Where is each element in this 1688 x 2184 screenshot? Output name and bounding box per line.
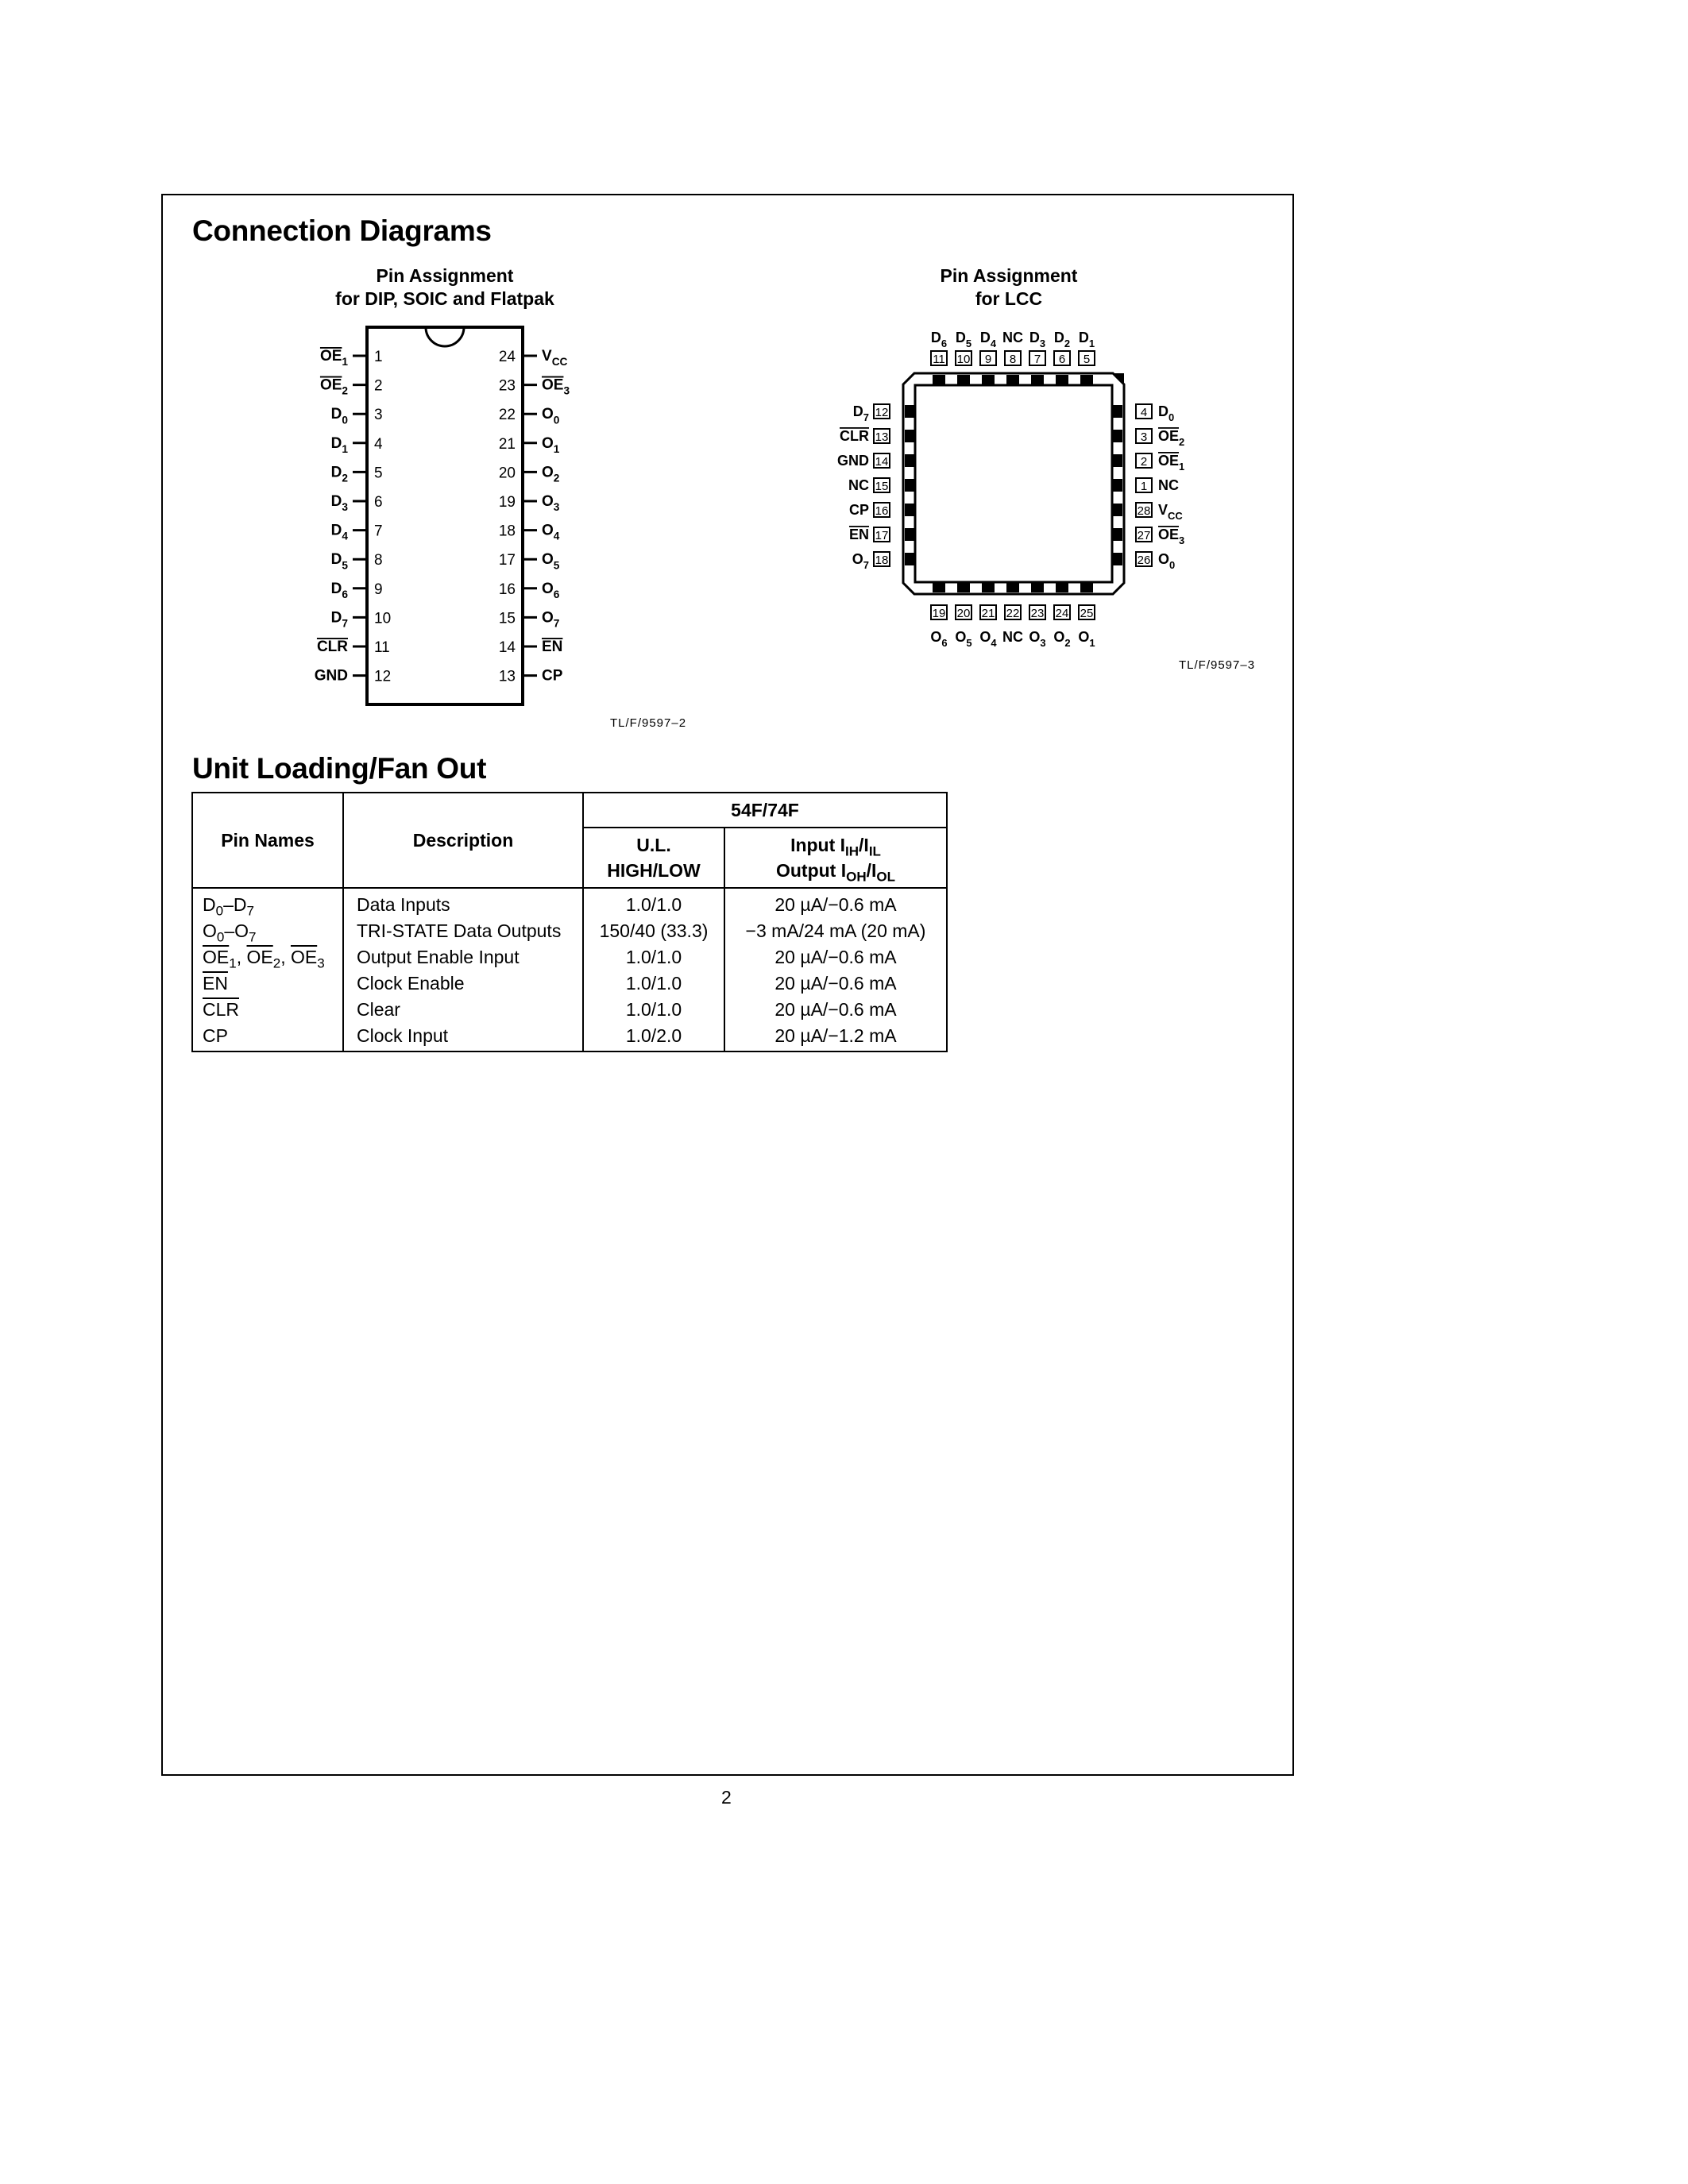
lcc-pin-number: 2 [1140,455,1148,469]
lcc-pin-label: $D_6$ [930,330,948,349]
lcc-pin-label: $O_1$ [1078,629,1095,649]
lcc-pad [933,581,945,592]
io-cell: −3 mA/24 mA (20 mA) [745,920,926,941]
unit-loading-title: Unit Loading/Fan Out [192,752,487,785]
dip-pin-number: 11 [374,639,390,656]
lcc-pad [1111,504,1122,516]
connection-diagrams-title: Connection Diagrams [192,214,492,247]
io-cell: 20 µA/−1.2 mA [774,1025,897,1046]
lcc-pad [957,581,970,592]
description-cell: Clear [357,999,400,1020]
page-number: 2 [721,1787,732,1808]
lcc-pin-number: 4 [1140,406,1148,419]
lcc-pad [1080,581,1093,592]
header-ul-line1: U.L. [636,835,671,855]
ul-column [583,888,724,1051]
dip-subtitle-line2: for DIP, SOIC and Flatpak [335,288,554,309]
header-ul-line2: HIGH/LOW [607,860,701,881]
lcc-pin-label: CP [848,502,869,518]
ul-cell: 1.0/1.0 [625,973,682,994]
lcc-pin-number: 26 [1137,554,1151,567]
dip-pin-label: $O_1$ [542,434,560,455]
lcc-pin-number: 23 [1030,607,1045,620]
dip-pin-label: CP [542,667,563,685]
header-io-input: Input $I_{IH}/I_{IL}$ [790,835,881,859]
dip-pin-label: $D_0$ [330,406,348,426]
header-family: 54F/74F [583,793,947,828]
dip-pin-label: $D_3$ [330,493,348,514]
dip-pin-number: 9 [374,581,383,598]
lcc-pin-number: 11 [933,353,945,366]
dip-figure-ref: TL/F/9597–2 [610,716,687,730]
dip-pin-label: $OE_1$ [319,348,348,369]
lcc-pin-label: $D_5$ [955,330,972,349]
dip-subtitle-line1: Pin Assignment [376,265,514,286]
lcc-pad [1006,581,1019,592]
lcc-pin-number: 24 [1055,607,1069,620]
lcc-pin-number: 18 [875,554,889,567]
lcc-pin-label: $D_1$ [1078,330,1095,349]
lcc-pin-number: 25 [1080,607,1094,620]
lcc-subtitle-line1: Pin Assignment [940,265,1078,286]
dip-pin-number: 20 [498,465,516,482]
pin-name-row: CP [203,1025,228,1046]
dip-pin-number: 6 [374,494,383,511]
lcc-pin-number: 8 [1009,353,1017,366]
dip-pin-number: 7 [374,523,383,540]
lcc-pad [1111,479,1122,492]
lcc-pin-number: 10 [956,353,971,366]
lcc-subtitle-line2: for LCC [975,288,1043,309]
dip-pin-label: $D_6$ [330,580,348,600]
lcc-pin-label: $D_4$ [979,330,997,349]
dip-pin-number: 2 [374,377,383,395]
dip-pin-number: 24 [498,349,516,365]
dip-pin-label: $O_4$ [542,522,560,542]
dip-pin-number: 16 [498,581,516,598]
dip-pin-number: 15 [498,610,516,627]
lcc-pad [1111,528,1122,541]
header-io-output: Output $I_{OH}/I_{OL}$ [775,860,896,885]
lcc-pin-label: $OE_2$ [1158,428,1185,448]
ul-cell: 1.0/2.0 [625,1025,682,1046]
lcc-pin-label: $O_6$ [930,629,948,649]
lcc-pin-label: CLR [840,428,869,444]
ul-cell: 1.0/1.0 [625,947,682,967]
lcc-pin-label: $O_0$ [1158,551,1176,571]
dip-pin-label: $OE_3$ [542,376,570,397]
lcc-pin-number: 5 [1083,353,1091,366]
lcc-pin-number: 14 [875,455,889,469]
pin-name-row: $\overline{CLR}$ [203,999,240,1020]
lcc-pad [1080,375,1093,386]
ul-cell: 1.0/1.0 [625,894,682,915]
lcc-pad [905,528,916,541]
unit-loading-table [191,792,948,1052]
dip-pin-number: 22 [498,407,516,424]
dip-pin-number: 18 [498,523,516,540]
pin-names-column [192,888,343,1051]
dip-pin-label: $O_5$ [542,551,560,572]
lcc-pin-label: GND [837,453,869,469]
lcc-pad [1006,375,1019,386]
lcc-package-outline [903,373,1124,594]
description-column [343,888,583,1051]
lcc-pin-number: 13 [875,430,889,444]
lcc-pin-number: 1 [1140,480,1148,493]
dip-pin-number: 8 [374,552,383,569]
dip-pin-number: 4 [374,435,383,453]
lcc-pad [1111,405,1122,418]
lcc-pin-number: 21 [981,607,995,620]
dip-pin-label: CLR [316,639,348,655]
lcc-pin-label: $OE_1$ [1158,453,1185,473]
dip-pin-number: 19 [498,494,516,511]
lcc-pad [905,405,916,418]
lcc-pad [1031,581,1044,592]
dip-pin-label: EN [542,639,563,655]
header-ul [583,828,724,888]
lcc-pad [905,553,916,565]
lcc-pin-number: 6 [1058,353,1066,366]
io-cell: 20 µA/−0.6 mA [774,999,897,1020]
lcc-pin-label: $D_7$ [852,403,869,423]
lcc-figure-ref: TL/F/9597–3 [1179,658,1256,672]
pin-name-row: $\overline{EN}$ [203,973,228,994]
description-cell: Data Inputs [357,894,450,915]
lcc-pin-number: 12 [875,406,889,419]
dip-pin-number: 14 [498,639,516,656]
lcc-pin-label: $O_3$ [1029,629,1046,649]
pin-name-row: $\overline{OE}_1$, $\overline{OE}_2$, $\overline{OE}_3$ [203,947,325,971]
lcc-pad [1111,454,1122,467]
lcc-pin-label: NC [848,477,869,493]
lcc-pin-number: 20 [956,607,971,620]
lcc-pin-label: $D_2$ [1053,330,1071,349]
description-cell: Clock Enable [357,973,465,994]
lcc-pin-label: NC [1002,330,1023,345]
header-description: Description [343,793,583,888]
dip-pin-label: $D_7$ [330,609,348,630]
dip-pin-label: $O_6$ [542,580,560,600]
lcc-pin-label: $V_{CC}$ [1158,502,1183,522]
lcc-pad [1056,375,1068,386]
lcc-pin-label: $O_4$ [979,629,997,649]
dip-pin-number: 12 [374,668,392,685]
lcc-pin-label: EN [848,527,869,542]
lcc-pin-number: 19 [932,607,946,620]
dip-pin-label: $D_1$ [330,434,348,455]
dip-pin-number: 3 [374,407,383,424]
dip-pin-number: 10 [374,610,392,627]
dip-pin-label: $O_2$ [542,464,560,484]
lcc-pad [905,479,916,492]
dip-pin-label: $O_3$ [542,493,560,514]
dip-pin-label: $O_0$ [542,406,560,426]
pin-name-row: $O_0-O_7$ [203,920,257,945]
dip-pin-label: $D_4$ [330,522,348,542]
lcc-pin-number: 9 [984,353,992,366]
lcc-pad [982,581,995,592]
lcc-pad [1056,581,1068,592]
ul-cell: 150/40 (33.3) [599,920,709,941]
lcc-pin-number: 16 [875,504,889,518]
lcc-pad [905,430,916,442]
lcc-pin-label: $O_7$ [852,551,869,571]
lcc-pin-number: 28 [1137,504,1151,518]
header-io [724,828,947,888]
lcc-pin-label: $D_3$ [1029,330,1046,349]
pin-name-row: $D_0-D_7$ [203,894,254,919]
dip-pin-label: $OE_2$ [319,376,348,397]
io-column [724,888,947,1051]
dip-pin-label: $D_5$ [330,551,348,572]
lcc-die-outline [915,385,1112,582]
dip-pin-number: 13 [498,668,516,685]
lcc-pad [957,375,970,386]
dip-pin-number: 21 [498,435,516,453]
dip-pin-number: 17 [498,552,516,569]
lcc-pad [905,454,916,467]
lcc-pad [1031,375,1044,386]
io-cell: 20 µA/−0.6 mA [774,894,897,915]
description-cell: TRI-STATE Data Outputs [357,920,562,941]
description-cell: Output Enable Input [357,947,520,967]
dip-pin-label: $O_7$ [542,609,560,630]
ul-cell: 1.0/1.0 [625,999,682,1020]
lcc-pin-label: NC [1158,477,1179,493]
lcc-diagram [0,0,1688,794]
lcc-pad [905,504,916,516]
lcc-pin-label: $O_5$ [955,629,972,649]
dip-pin-number: 5 [374,465,383,482]
lcc-pad [933,375,945,386]
lcc-pad [1111,553,1122,565]
io-cell: 20 µA/−0.6 mA [774,947,897,967]
dip-pin-label: $V_{CC}$ [542,348,568,369]
lcc-pin-number: 22 [1006,607,1020,620]
io-cell: 20 µA/−0.6 mA [774,973,897,994]
lcc-pin-label: $D_0$ [1158,403,1175,423]
dip-pin-number: 1 [374,349,383,365]
lcc-pin-label: $OE_3$ [1158,527,1185,546]
lcc-pin-number: 3 [1140,430,1148,444]
lcc-pin-label: $O_2$ [1053,629,1071,649]
lcc-pad [982,375,995,386]
lcc-pin-number: 27 [1137,529,1151,542]
dip-pin-label: GND [314,667,348,685]
lcc-pad [1111,430,1122,442]
lcc-pin-number: 17 [875,529,889,542]
dip-pin-label: $D_2$ [330,464,348,484]
header-pin-names: Pin Names [192,793,343,888]
lcc-pin-number: 15 [875,480,889,493]
description-cell: Clock Input [357,1025,449,1046]
lcc-pin-label: NC [1002,629,1023,645]
lcc-pin-number: 7 [1033,353,1041,366]
dip-pin-number: 23 [498,377,516,395]
